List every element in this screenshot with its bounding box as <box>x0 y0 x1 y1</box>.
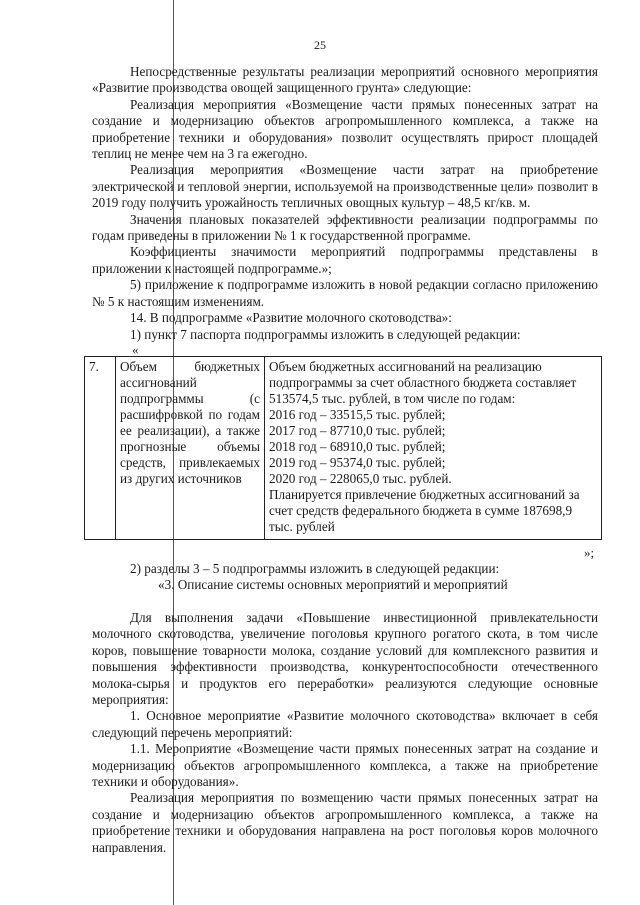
paragraph: 2) разделы 3 – 5 подпрограммы изложить в следующей редакции: <box>130 561 500 576</box>
value-line: 2019 год – 95374,0 тыс. рублей; <box>269 455 446 470</box>
row-number-cell: 7. <box>85 357 116 540</box>
value-line: 2020 год – 228065,0 тыс. рублей. <box>269 471 452 486</box>
paragraph: 5) приложение к подпрограмме изложить в новой редакции согласно приложению № 5 к настоящим изменениям. <box>92 277 598 309</box>
quote-open-mark: « <box>132 342 139 357</box>
row-value-cell <box>265 357 602 540</box>
value-line: 2017 год – 87710,0 тыс. рублей; <box>269 423 446 438</box>
value-line: Объем бюджетных ассигнований на реализацию подпрограммы за счет областного бюджета составляет 513574,5 тыс. рублей, в том числе по годам: <box>269 359 577 406</box>
table-row <box>85 357 602 540</box>
quote-close-mark: »; <box>584 545 595 560</box>
row-label-cell: Объем бюджетных ассигнований подпрограммы (с расшифровкой по годам ее реализации), а также прогнозные объемы средств, привлекаемых из других источников <box>116 357 265 540</box>
paragraph: Для выполнения задачи «Повышение инвестиционной привлекательности молочного скотоводства, увеличение поголовья крупного рогатого скота, в том числе коров, повышение товарности молока, создание условий для комплексного развития и повышения эффективности производства, конкурентоспособности отечественного молока-сырья и продуктов его переработки» реализуются следующие основные мероприятия: <box>92 610 598 708</box>
section-intro-block <box>92 561 598 594</box>
page-number: 25 <box>314 38 326 52</box>
section-heading: «3. Описание системы основных мероприятий и мероприятий <box>158 577 508 593</box>
paragraph: 1. Основное мероприятие «Развитие молочного скотоводства» включает в себя следующий перечень мероприятий: <box>92 708 598 740</box>
paragraph: Реализация мероприятия «Возмещение части прямых понесенных затрат на создание и модернизацию объектов агропромышленного комплекса, а также на приобретение техники и оборудования» позволит осуществлять прирост площадей теплиц не менее чем на 3 га ежегодно. <box>92 96 598 162</box>
paragraph: Коэффициенты значимости мероприятий подпрограммы представлены в приложении к настоящей подпрограмме.»; <box>92 244 598 276</box>
paragraph: 1) пункт 7 паспорта подпрограммы изложить в следующей редакции: <box>130 326 521 342</box>
paragraph: Значения плановых показателей эффективности реализации подпрограммы по годам приведены в приложении № 1 к государственной программе. <box>92 211 598 244</box>
paragraph: Реализация мероприятия по возмещению части прямых понесенных затрат на создание и модернизацию объектов агропромышленного комплекса, а также на приобретение техники и оборудования направлена на рост поголовья коров молочного направления. <box>92 790 598 855</box>
paragraph: 14. В подпрограмме «Развитие молочного скотоводства»: <box>130 310 452 326</box>
value-line: 2016 год – 33515,5 тыс. рублей; <box>269 407 446 422</box>
paragraph: Непосредственные результаты реализации мероприятий основного мероприятия «Развитие производства овощей защищенного грунта» следующие: <box>92 64 598 96</box>
paragraph: 1.1. Мероприятие «Возмещение части прямых понесенных затрат на создание и модернизацию объектов агропромышленного комплекса, а также на приобретение техники и оборудования». <box>92 741 598 790</box>
value-line: 2018 год – 68910,0 тыс. рублей; <box>269 439 446 454</box>
paragraph: Реализация мероприятия «Возмещение части затрат на приобретение электрической и тепловой энергии, используемой на производственные цели» позволит в 2019 году получить урожайность тепличных овощных культур – 48,5 кг/кв. м. <box>92 162 598 211</box>
bottom-text-block <box>92 610 598 856</box>
passport-table <box>84 356 602 540</box>
top-text-block <box>92 64 598 343</box>
value-line: Планируется привлечение бюджетных ассигнований за счет средств федерального бюджета в сумме 187698,9 тыс. рублей <box>269 487 580 534</box>
